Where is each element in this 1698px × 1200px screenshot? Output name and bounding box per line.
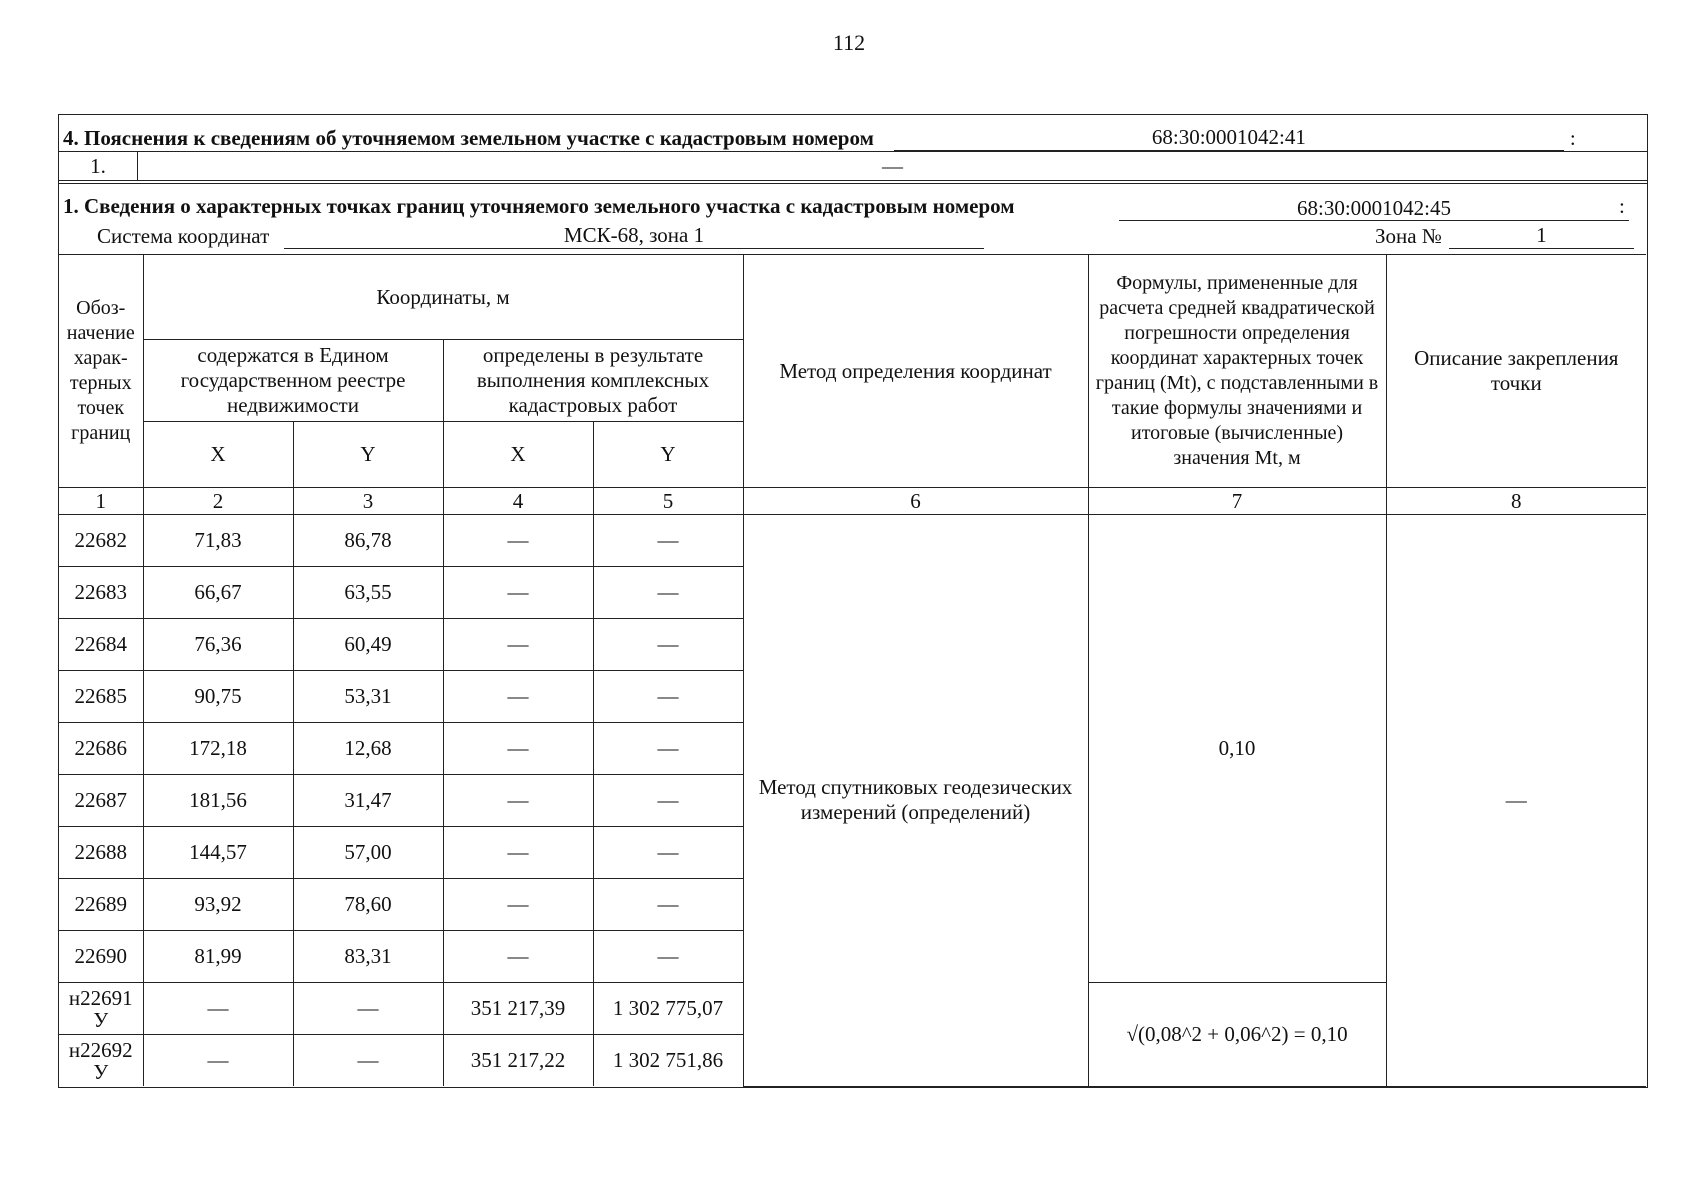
point-x-complex: — <box>443 723 593 775</box>
point-id: 22688 <box>59 827 143 879</box>
note-value: — <box>882 154 903 178</box>
section4-note-row <box>59 152 1647 180</box>
point-id: 22689 <box>59 879 143 931</box>
point-y-complex: — <box>593 671 743 723</box>
point-id: 22684 <box>59 619 143 671</box>
header-designation: Обоз-начение харак-терных точек границ <box>59 255 143 488</box>
zone-label: Зона № <box>1375 224 1442 248</box>
point-id: 22685 <box>59 671 143 723</box>
point-x-egrn: 66,67 <box>143 567 293 619</box>
point-x-complex: — <box>443 619 593 671</box>
point-id: 22687 <box>59 775 143 827</box>
header-x-egrn: X <box>143 422 293 488</box>
header-description: Описание закрепления точки <box>1386 255 1646 488</box>
point-id: н22691 У <box>59 983 143 1035</box>
section1-header <box>59 184 1647 254</box>
point-x-egrn: 172,18 <box>143 723 293 775</box>
header-method: Метод определения координат <box>743 255 1088 488</box>
coord-system-label: Система координат <box>97 224 270 248</box>
point-y-complex: — <box>593 827 743 879</box>
point-y-complex: 1 302 775,07 <box>593 983 743 1035</box>
point-x-egrn: 181,56 <box>143 775 293 827</box>
coord-system-value: МСК-68, зона 1 <box>284 222 984 249</box>
point-y-egrn: 12,68 <box>293 723 443 775</box>
point-y-egrn: 83,31 <box>293 931 443 983</box>
point-x-egrn: 71,83 <box>143 515 293 567</box>
col-num: 7 <box>1088 488 1386 515</box>
point-x-egrn: 76,36 <box>143 619 293 671</box>
point-x-egrn: 81,99 <box>143 931 293 983</box>
point-y-complex: — <box>593 619 743 671</box>
point-y-egrn: 86,78 <box>293 515 443 567</box>
point-x-complex: — <box>443 931 593 983</box>
column-number-row <box>59 488 1646 515</box>
header-y-egrn: Y <box>293 422 443 488</box>
col-num: 1 <box>59 488 143 515</box>
point-x-egrn: — <box>143 983 293 1035</box>
point-x-complex: — <box>443 567 593 619</box>
point-x-complex: 351 217,39 <box>443 983 593 1035</box>
section1-colon: : <box>1619 194 1625 218</box>
point-id: 22683 <box>59 567 143 619</box>
point-y-egrn: 78,60 <box>293 879 443 931</box>
point-y-egrn: 57,00 <box>293 827 443 879</box>
section4-title: 4. Пояснения к сведениям об уточняемом земельном участке с кадастровым номером <box>63 126 874 150</box>
point-y-complex: 1 302 751,86 <box>593 1035 743 1087</box>
point-x-complex: — <box>443 879 593 931</box>
col-num: 5 <box>593 488 743 515</box>
page-number: 112 <box>832 30 866 55</box>
document-frame <box>58 114 1648 1088</box>
point-x-complex: — <box>443 671 593 723</box>
point-y-egrn: 31,47 <box>293 775 443 827</box>
mt-value-cell: 0,10 <box>1088 515 1386 983</box>
section4-header <box>59 115 1647 151</box>
col-num: 4 <box>443 488 593 515</box>
method-cell: Метод спутниковых геодезических измерений (определений) <box>743 515 1088 1087</box>
description-cell: — <box>1386 515 1646 1087</box>
point-x-egrn: 144,57 <box>143 827 293 879</box>
point-x-complex: — <box>443 515 593 567</box>
point-id: н22692 У <box>59 1035 143 1087</box>
zone-value: 1 <box>1449 222 1634 249</box>
col-num: 2 <box>143 488 293 515</box>
point-y-egrn: 60,49 <box>293 619 443 671</box>
point-x-egrn: 93,92 <box>143 879 293 931</box>
section4-colon: : <box>1569 126 1576 150</box>
point-id: 22682 <box>59 515 143 567</box>
point-y-complex: — <box>593 775 743 827</box>
point-id: 22686 <box>59 723 143 775</box>
point-x-egrn: — <box>143 1035 293 1087</box>
point-x-egrn: 90,75 <box>143 671 293 723</box>
header-coordinates: Координаты, м <box>143 255 743 340</box>
header-x-complex: X <box>443 422 593 488</box>
point-y-egrn: — <box>293 983 443 1035</box>
table-row <box>59 515 1646 567</box>
col-num: 8 <box>1386 488 1646 515</box>
point-y-complex: — <box>593 567 743 619</box>
point-y-egrn: 63,55 <box>293 567 443 619</box>
point-y-complex: — <box>593 931 743 983</box>
mt-formula-cell: √(0,08^2 + 0,06^2) = 0,10 <box>1088 983 1386 1087</box>
note-number: 1. <box>59 152 138 180</box>
point-y-complex: — <box>593 723 743 775</box>
header-y-complex: Y <box>593 422 743 488</box>
header-formulas: Формулы, примененные для расчета средней квадратической погрешности определения координат характерных точек границ (Mt), с подставленными в такие формулы значениями и итоговые (вычисленные) значения Mt, м <box>1088 255 1386 488</box>
point-y-complex: — <box>593 879 743 931</box>
section4-cadastral-number: 68:30:0001042:41 <box>894 124 1564 151</box>
point-y-complex: — <box>593 515 743 567</box>
point-x-complex: — <box>443 775 593 827</box>
point-x-complex: 351 217,22 <box>443 1035 593 1087</box>
header-egrn: содержатся в Едином государственном реестре недвижимости <box>143 340 443 422</box>
col-num: 6 <box>743 488 1088 515</box>
point-y-egrn: — <box>293 1035 443 1087</box>
section1-cadastral-number: 68:30:0001042:45 <box>1119 196 1629 221</box>
point-id: 22690 <box>59 931 143 983</box>
section1-title: 1. Сведения о характерных точках границ уточняемого земельного участка с кадастровым номером <box>63 194 1015 218</box>
header-complex-works: определены в результате выполнения комплексных кадастровых работ <box>443 340 743 422</box>
col-num: 3 <box>293 488 443 515</box>
point-x-complex: — <box>443 827 593 879</box>
points-table <box>59 254 1646 1087</box>
point-y-egrn: 53,31 <box>293 671 443 723</box>
